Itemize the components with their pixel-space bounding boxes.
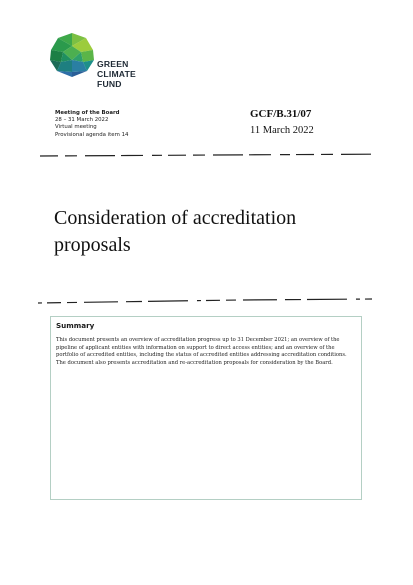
brand-name-line: GREEN [97,59,129,69]
summary-heading: Summary [56,321,95,330]
document-date: 11 March 2022 [250,125,314,136]
summary-box [50,316,362,500]
document-number: GCF/B.31/07 [250,108,312,120]
meeting-dates: 28 – 31 March 2022 [55,117,109,124]
bottom-divider [0,294,413,306]
gcf-logo [49,32,159,92]
meeting-title: Meeting of the Board [55,110,120,116]
brand-name [97,59,136,90]
document-title: Consideration of accreditation proposals [54,207,297,256]
meeting-info [55,110,128,139]
summary-text: This document presents an overview of accreditation progress up to 31 December 2021; an overview of the pipeline of applicant entities with information on support to direct access entities; and an overview of the portfolio of accredited entities, including the status of accredited entities addressing accreditation conditions. The document also presents accreditation and re-accreditation proposals for consideration by the Board. [56,337,347,366]
brand-name-line: FUND [97,79,122,90]
meeting-mode: Virtual meeting [55,124,97,131]
top-divider [0,150,413,160]
meeting-agenda-item: Provisional agenda item 14 [55,131,129,138]
green-climate-fund-globe-icon [49,32,95,78]
brand-name-line: CLIMATE [97,69,136,80]
